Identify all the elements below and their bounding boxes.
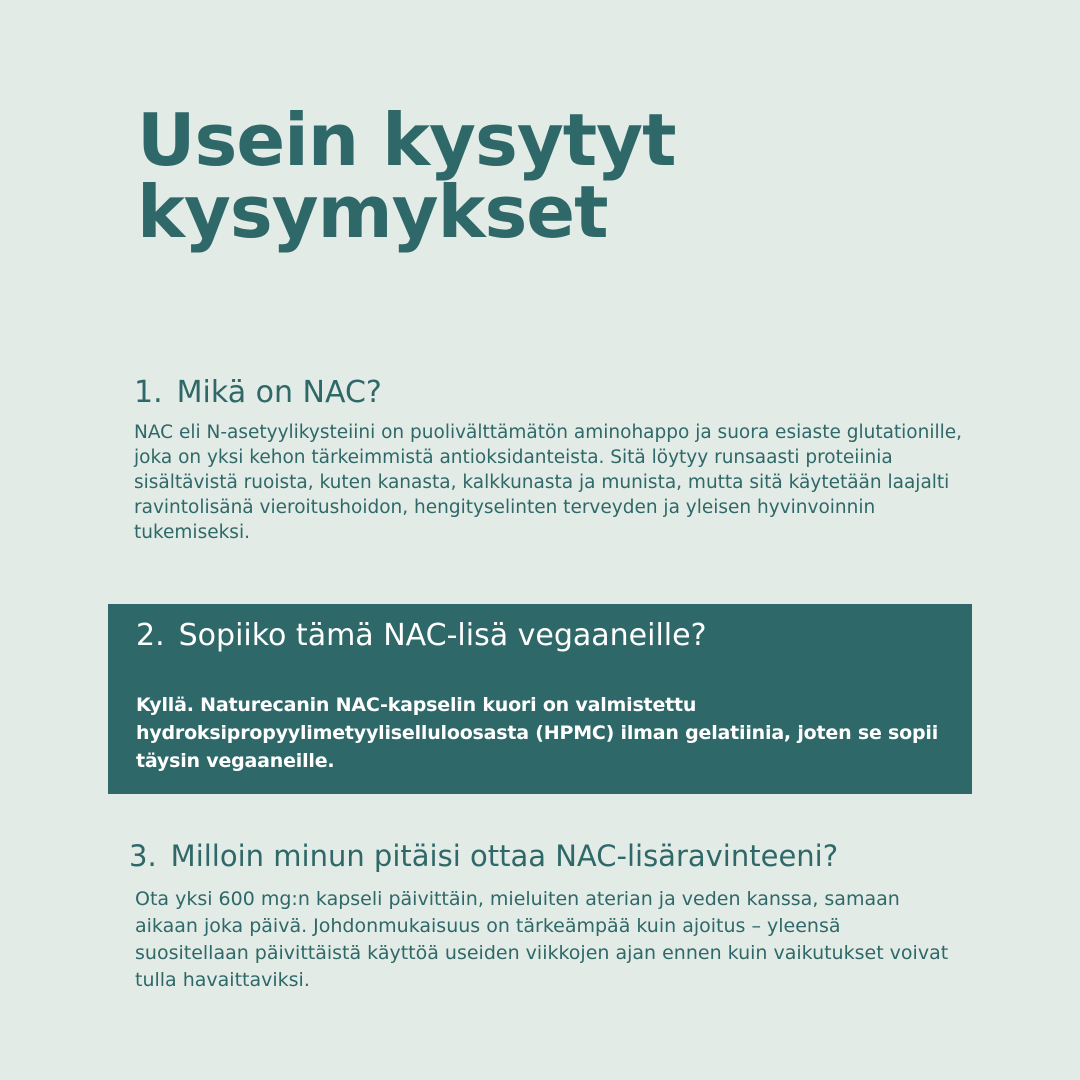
faq-question-text: Mikä on NAC? — [176, 375, 382, 410]
faq-question — [136, 618, 972, 654]
faq-question — [134, 375, 964, 411]
faq-question-text: Milloin minun pitäisi ottaa NAC-lisäravinteeni? — [170, 839, 839, 873]
faq-question — [129, 838, 959, 874]
faq-question-text: Sopiiko tämä NAC-lisä vegaaneille? — [178, 618, 707, 653]
faq-item-2-highlighted — [108, 604, 972, 794]
faq-number: 2. — [136, 618, 165, 653]
faq-number: 1. — [134, 375, 163, 410]
faq-item-3 — [129, 838, 959, 994]
faq-item-1 — [134, 375, 964, 545]
faq-answer: Ota yksi 600 mg:n kapseli päivittäin, mieluiten aterian ja veden kanssa, samaan aikaan joka päivä. Johdonmukaisuus on tärkeämpää kuin ajoitus – yleensä suositellaan päivittäistä käyttöä useiden viikkojen ajan ennen kuin vaikutukset voivat tulla havaittaviksi. — [135, 888, 949, 991]
faq-number: 3. — [129, 839, 157, 873]
page-title: Usein kysytyt kysymykset — [137, 98, 676, 254]
faq-answer: NAC eli N-asetyylikysteiini on puolivälttämätön aminohappo ja suora esiaste glutationille, joka on yksi kehon tärkeimmistä antioksidanteista. Sitä löytyy runsaasti proteiinia sisältävistä ruoista, kuten kanasta, kalkkunasta ja munista, mutta sitä käytetään laajalti ravintolisänä vieroitushoidon, hengityselinten terveyden ja yleisen hyvinvoinnin tukemiseksi. — [134, 422, 963, 543]
faq-answer: Kyllä. Naturecanin NAC-kapselin kuori on valmistettu hydroksipropyylimetyyliselluloosasta (HPMC) ilman gelatiinia, joten se sopii täysin vegaaneille. — [136, 694, 939, 772]
